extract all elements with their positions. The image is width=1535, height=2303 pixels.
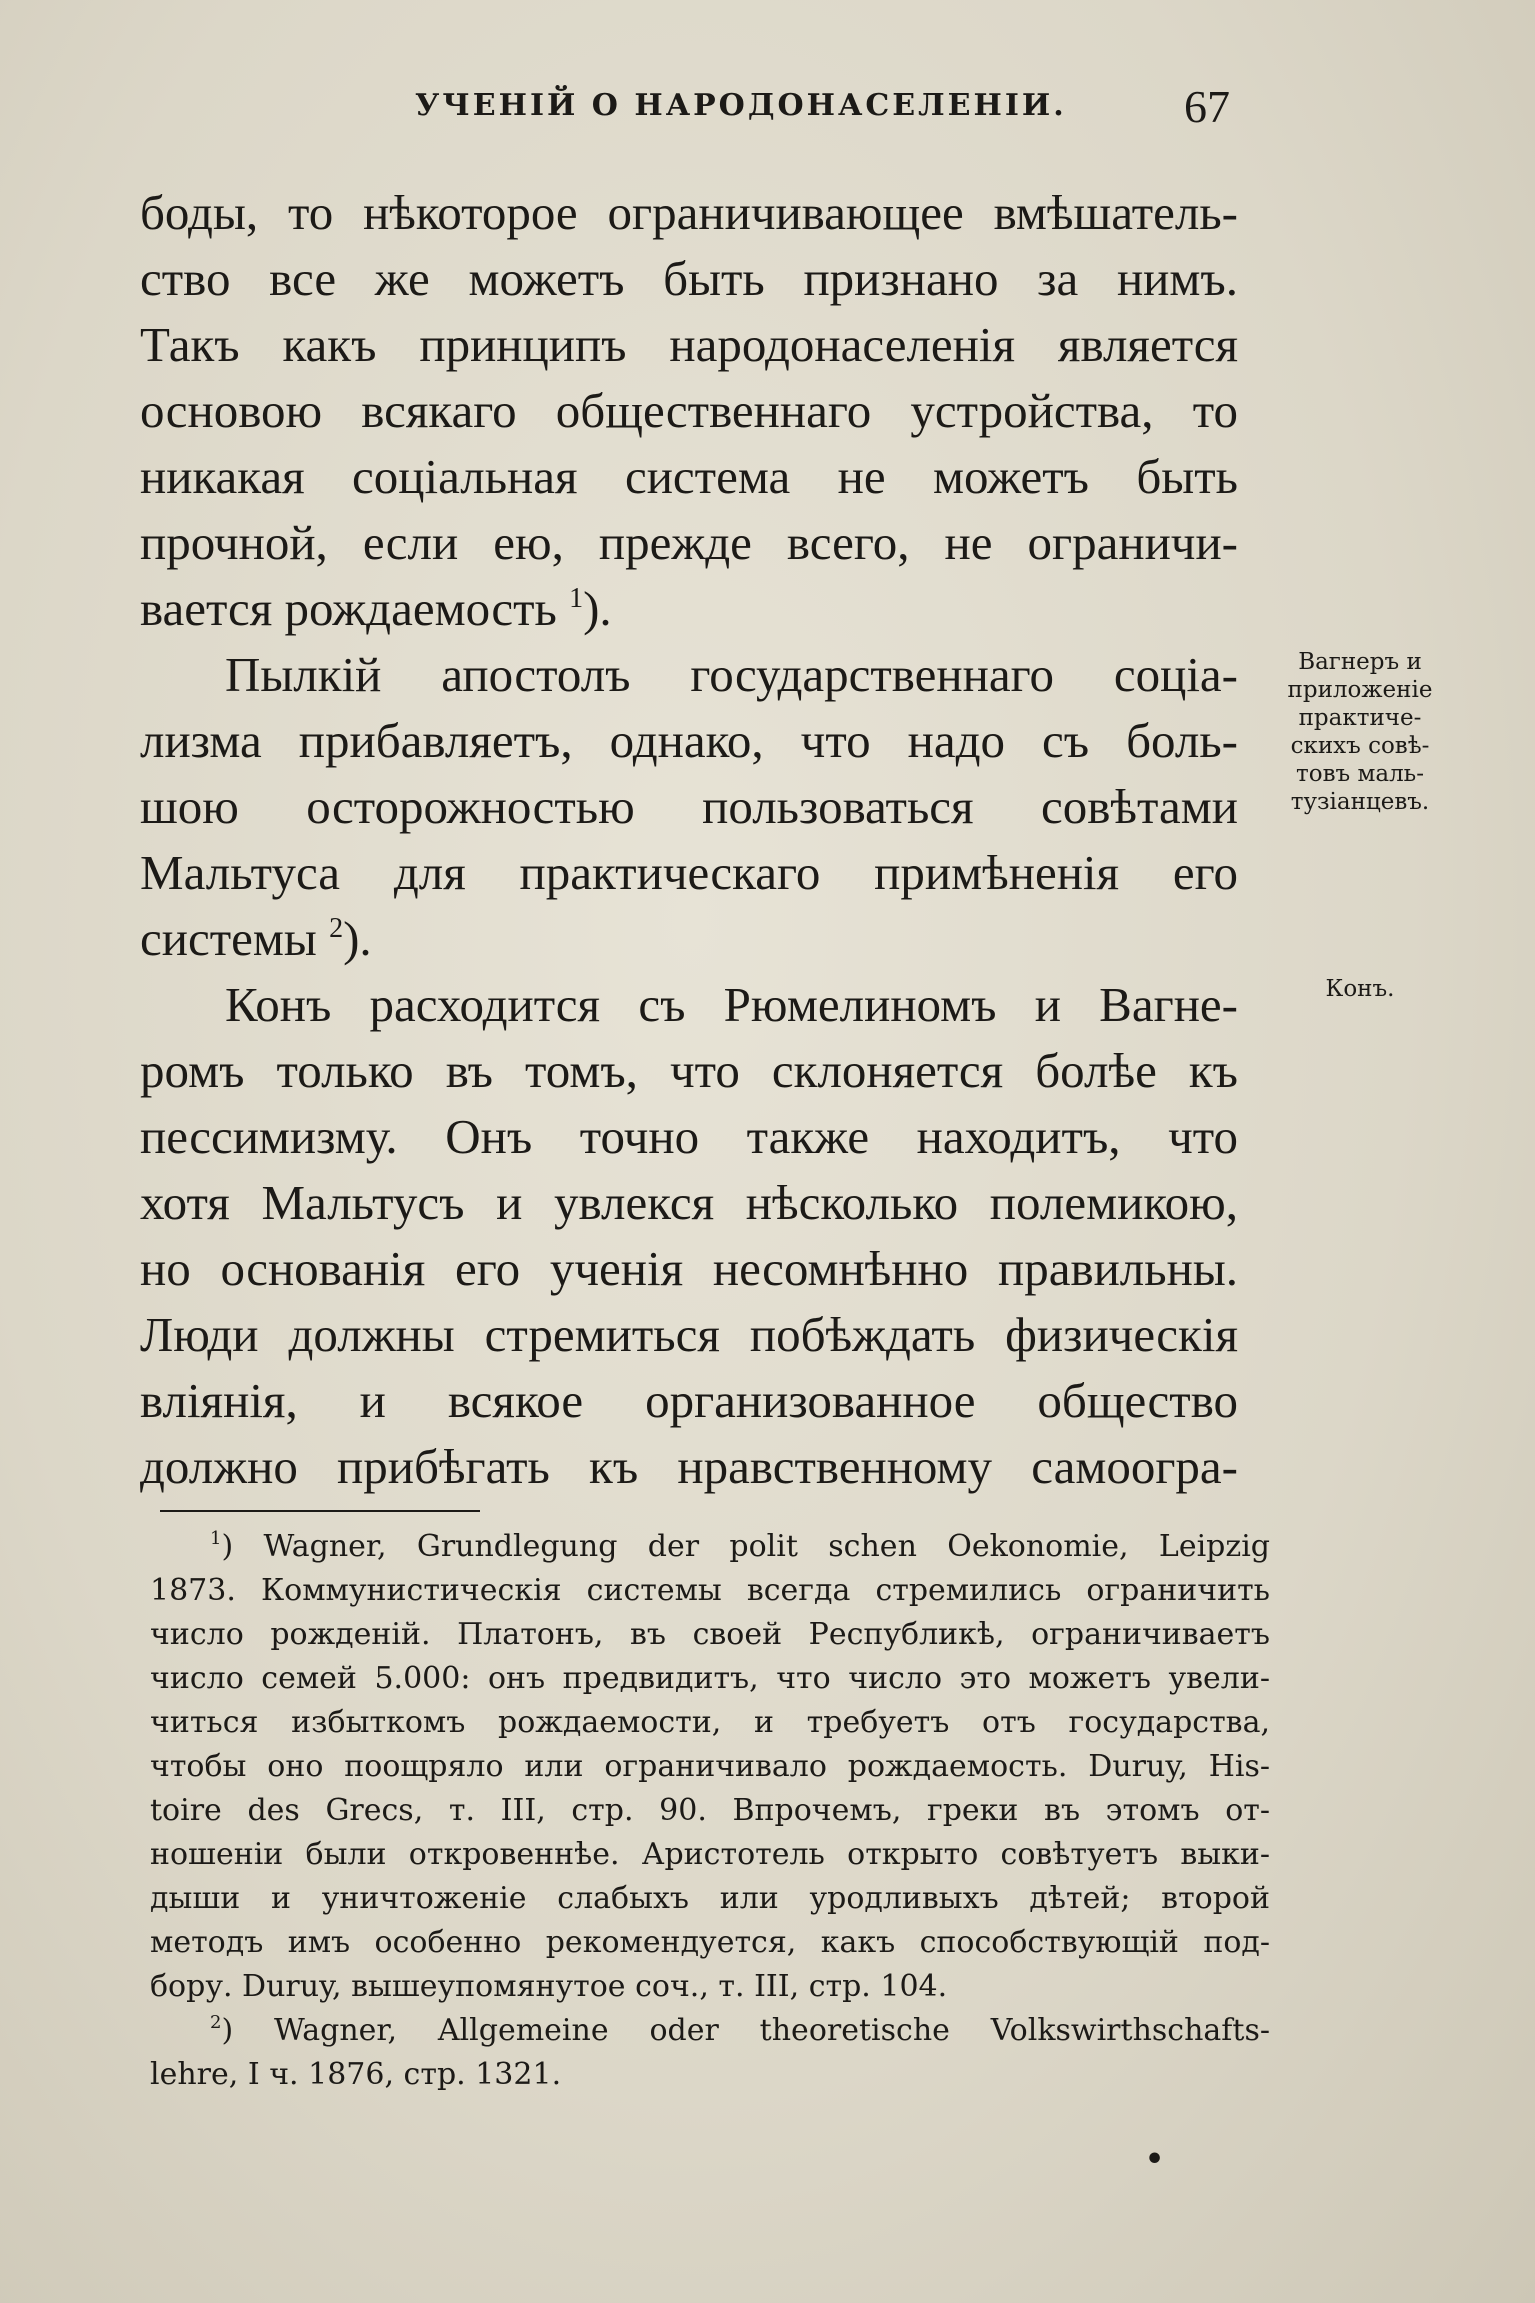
text-line: Конъ расходится съ Рюмелиномъ и Вагне- (225, 977, 1238, 1032)
text-line: ство все же можетъ быть признано за нимъ. (140, 251, 1238, 306)
page-header (140, 80, 1230, 150)
footnote-ref-2-close: ). (343, 911, 372, 966)
footnote-line: методъ имъ особенно рекомендуется, какъ способствующій под- (150, 1925, 1270, 1960)
footnote-text: ) Wagner, Allgemeine oder theoretische Volkswirthschafts- (221, 2013, 1270, 2048)
text-line (140, 576, 1238, 642)
ink-speck: • (1145, 2142, 1165, 2177)
margin-note-line: товъ маль- (1296, 761, 1424, 787)
margin-note-line: приложеніе (1287, 677, 1433, 703)
text-line-content: вается рождаемость (140, 581, 557, 636)
footnote-line: lehre, I ч. 1876, стр. 1321. (150, 2057, 562, 2092)
footnote-text: ) Wagner, Grundlegung der polit schen Oekonomie, Leipzig (221, 1529, 1270, 1564)
text-line: должно прибѣгать къ нравственному самоогра- (140, 1439, 1238, 1494)
footnote-marker-2: 2 (210, 2012, 222, 2033)
page-number: 67 (1184, 81, 1230, 132)
footnote-line (150, 2009, 1270, 2053)
footnote-rule (160, 1510, 480, 1512)
running-head: УЧЕНІЙ О НАРОДОНАСЕЛЕНІИ. (415, 88, 1067, 123)
text-line: пессимизму. Онъ точно также находитъ, что (140, 1109, 1238, 1164)
footnote-line: чтобы оно поощряло или ограничивало рождаемость. Duruy, His- (150, 1749, 1270, 1784)
main-text (140, 180, 1238, 1500)
text-line: Пылкій апостолъ государственнаго соціа- (225, 647, 1238, 702)
text-line: ромъ только въ томъ, что склоняется болѣе къ (140, 1043, 1238, 1098)
text-line: хотя Мальтусъ и увлекся нѣсколько полемикою, (140, 1175, 1238, 1230)
footnote-line: число семей 5.000: онъ предвидитъ, что число это можетъ увели- (150, 1661, 1270, 1696)
text-line: боды, то нѣкоторое ограничивающее вмѣшатель- (140, 185, 1238, 240)
text-line: Такъ какъ принципъ народонаселенія является (140, 317, 1238, 372)
text-line: шою осторожностью пользоваться совѣтами (140, 779, 1238, 834)
text-line (140, 906, 1238, 972)
footnote-line: toire des Grecs, т. III, стр. 90. Впрочемъ, греки въ этомъ от- (150, 1793, 1270, 1828)
footnote-marker-1: 1 (210, 1528, 222, 1549)
footnote-line: бору. Duruy, вышеупомянутое соч., т. III, стр. 104. (150, 1969, 948, 2004)
text-line: Мальтуса для практическаго примѣненія его (140, 845, 1238, 900)
margin-note-line: скихъ совѣ- (1290, 733, 1430, 759)
margin-note-line: тузіанцевъ. (1290, 789, 1430, 815)
text-line: лизма прибавляетъ, однако, что надо съ боль- (140, 713, 1238, 768)
text-line: прочной, если ею, прежде всего, не ограничи- (140, 515, 1238, 570)
footnote-line (150, 1525, 1270, 1569)
footnotes (150, 1525, 1270, 2097)
footnote-line: дыши и уничтоженіе слабыхъ или уродливыхъ дѣтей; второй (150, 1881, 1270, 1916)
footnote-line: ношеніи были откровеннѣе. Аристотель открыто совѣтуетъ выки- (150, 1837, 1270, 1872)
text-line-content: системы (140, 911, 317, 966)
text-line: Люди должны стремиться побѣждать физическія (140, 1307, 1238, 1362)
footnote-line: 1873. Коммунистическія системы всегда стремились ограничить (150, 1573, 1270, 1608)
text-line: но основанія его ученія несомнѣнно правильны. (140, 1241, 1238, 1296)
margin-note-line: Вагнеръ и (1298, 649, 1422, 675)
footnote-line: читься избыткомъ рождаемости, и требуетъ отъ государства, (150, 1705, 1270, 1740)
margin-note-line: практиче- (1298, 705, 1422, 731)
text-line: основою всякаго общественнаго устройства, то (140, 383, 1238, 438)
margin-note-kon: Конъ. (1325, 976, 1395, 1002)
footnote-line: число рожденій. Платонъ, въ своей Республикѣ, ограничиваетъ (150, 1617, 1270, 1652)
text-line: вліянія, и всякое организованное общество (140, 1373, 1238, 1428)
margin-note-wagner (1260, 648, 1460, 816)
text-line: никакая соціальная система не можетъ быть (140, 449, 1238, 504)
footnote-ref-1: 1 (569, 583, 584, 614)
footnote-ref-2: 2 (329, 913, 344, 944)
footnote-ref-1-close: ). (583, 581, 612, 636)
